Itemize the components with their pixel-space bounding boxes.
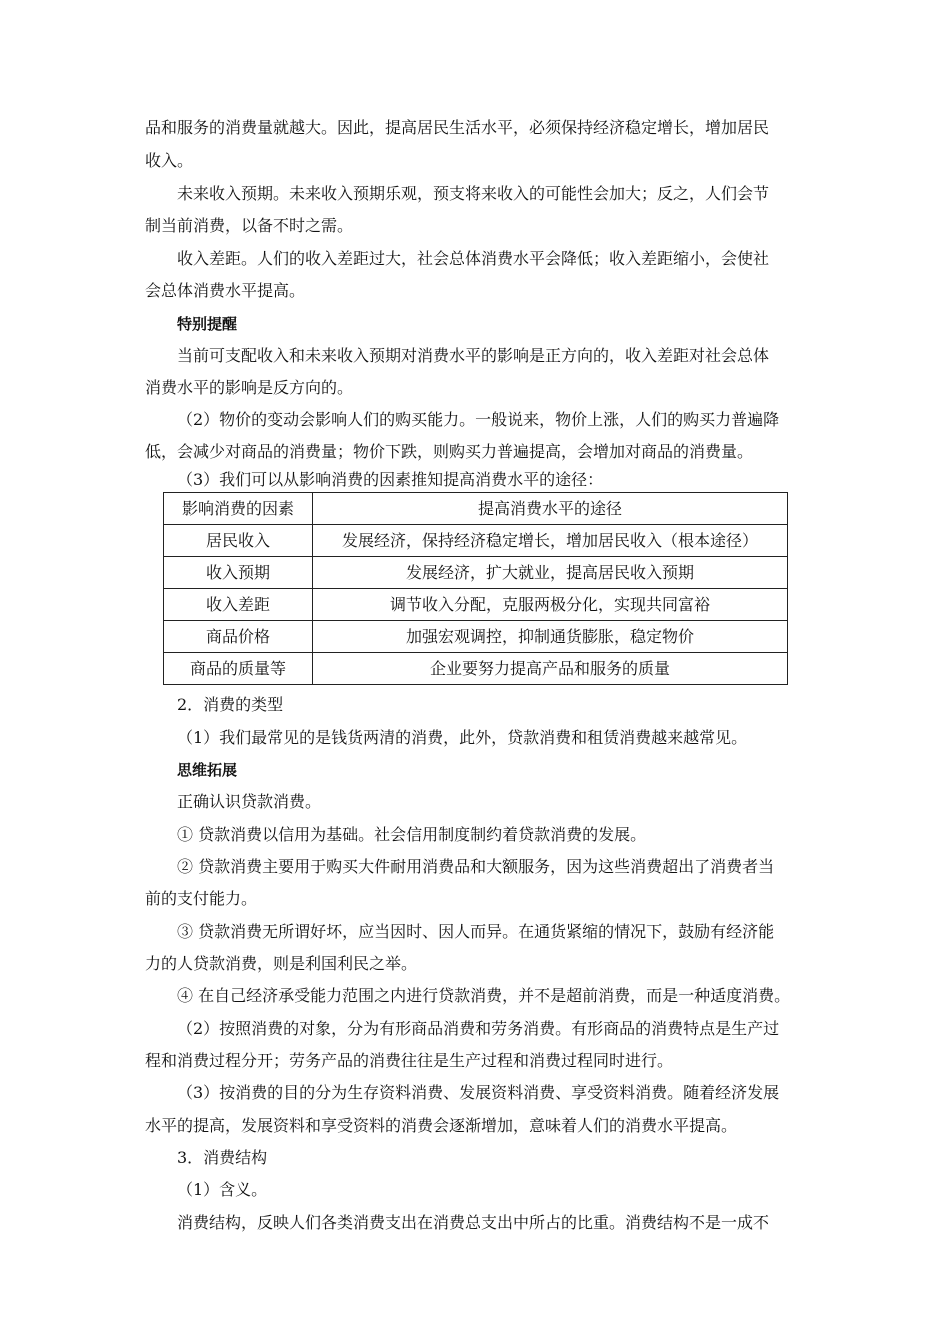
table-cell: 企业要努力提高产品和服务的质量	[313, 653, 788, 685]
table-cell: 发展经济，扩大就业，提高居民收入预期	[313, 557, 788, 589]
consumption-factors-table	[163, 492, 788, 685]
list-item: ③ 贷款消费无所谓好坏，应当因时、因人而异。在通货紧缩的情况下，鼓励有经济能	[177, 922, 775, 941]
paragraph-line: 程和消费过程分开；劳务产品的消费往往是生产过程和消费过程同时进行。	[145, 1051, 674, 1070]
paragraph-line: （3）我们可以从影响消费的因素推知提高消费水平的途径：	[177, 470, 604, 489]
table-cell: 收入差距	[164, 589, 313, 621]
paragraph-line: 低，会减少对商品的消费量；物价下跌，则购买力普遍提高，会增加对商品的消费量。	[145, 442, 754, 461]
table-header-row	[164, 493, 788, 525]
paragraph-line: （3）按消费的目的分为生存资料消费、发展资料消费、享受资料消费。随着经济发展	[177, 1083, 780, 1102]
paragraph-line: 力的人贷款消费，则是利国利民之举。	[145, 954, 418, 973]
paragraph-line: （1）含义。	[177, 1180, 268, 1199]
paragraph-line: 会总体消费水平提高。	[145, 281, 306, 300]
table-row	[164, 589, 788, 621]
paragraph-line: 收入。	[145, 151, 194, 170]
paragraph-line: （2）按照消费的对象，分为有形商品消费和劳务消费。有形商品的消费特点是生产过	[177, 1019, 780, 1038]
paragraph-line: 消费水平的影响是反方向的。	[145, 378, 354, 397]
paragraph-line: 当前可支配收入和未来收入预期对消费水平的影响是正方向的，收入差距对社会总体	[177, 346, 770, 365]
section-heading-thinking-expansion: 思维拓展	[177, 761, 238, 779]
paragraph-line: 前的支付能力。	[145, 889, 258, 908]
section-heading-consumption-structure: 3．消费结构	[177, 1148, 268, 1167]
table-cell: 居民收入	[164, 525, 313, 557]
paragraph-line: 品和服务的消费量就越大。因此，提高居民生活水平，必须保持经济稳定增长，增加居民	[145, 118, 770, 137]
table-cell: 加强宏观调控，抑制通货膨胀，稳定物价	[313, 621, 788, 653]
table-row	[164, 621, 788, 653]
table-cell: 调节收入分配，克服两极分化，实现共同富裕	[313, 589, 788, 621]
paragraph-line: （2）物价的变动会影响人们的购买能力。一般说来，物价上涨，人们的购买力普遍降	[177, 410, 780, 429]
list-item: ② 贷款消费主要用于购买大件耐用消费品和大额服务，因为这些消费超出了消费者当	[177, 857, 775, 876]
paragraph-line: （1）我们最常见的是钱货两清的消费，此外，贷款消费和租赁消费越来越常见。	[177, 728, 748, 747]
table-row	[164, 557, 788, 589]
paragraph-line: 收入差距。人们的收入差距过大，社会总体消费水平会降低；收入差距缩小，会使社	[177, 249, 770, 268]
paragraph-line: 制当前消费，以备不时之需。	[145, 216, 354, 235]
section-heading-consumption-types: 2．消费的类型	[177, 695, 284, 714]
table-header-cell: 影响消费的因素	[164, 493, 313, 525]
table-cell: 发展经济，保持经济稳定增长，增加居民收入（根本途径）	[313, 525, 788, 557]
table-cell: 商品的质量等	[164, 653, 313, 685]
list-item: ① 贷款消费以信用为基础。社会信用制度制约着贷款消费的发展。	[177, 825, 647, 844]
table-row	[164, 525, 788, 557]
table-header-cell: 提高消费水平的途径	[313, 493, 788, 525]
section-heading-special-reminder: 特别提醒	[177, 315, 238, 333]
paragraph-line: 水平的提高，发展资料和享受资料的消费会逐渐增加，意味着人们的消费水平提高。	[145, 1116, 738, 1135]
table-cell: 商品价格	[164, 621, 313, 653]
list-item: ④ 在自己经济承受能力范围之内进行贷款消费，并不是超前消费，而是一种适度消费。	[177, 986, 791, 1005]
paragraph-line: 正确认识贷款消费。	[177, 792, 322, 811]
paragraph-line: 消费结构，反映人们各类消费支出在消费总支出中所占的比重。消费结构不是一成不	[177, 1213, 770, 1232]
table-cell: 收入预期	[164, 557, 313, 589]
table-row	[164, 653, 788, 685]
paragraph-line: 未来收入预期。未来收入预期乐观，预支将来收入的可能性会加大；反之，人们会节	[177, 184, 770, 203]
